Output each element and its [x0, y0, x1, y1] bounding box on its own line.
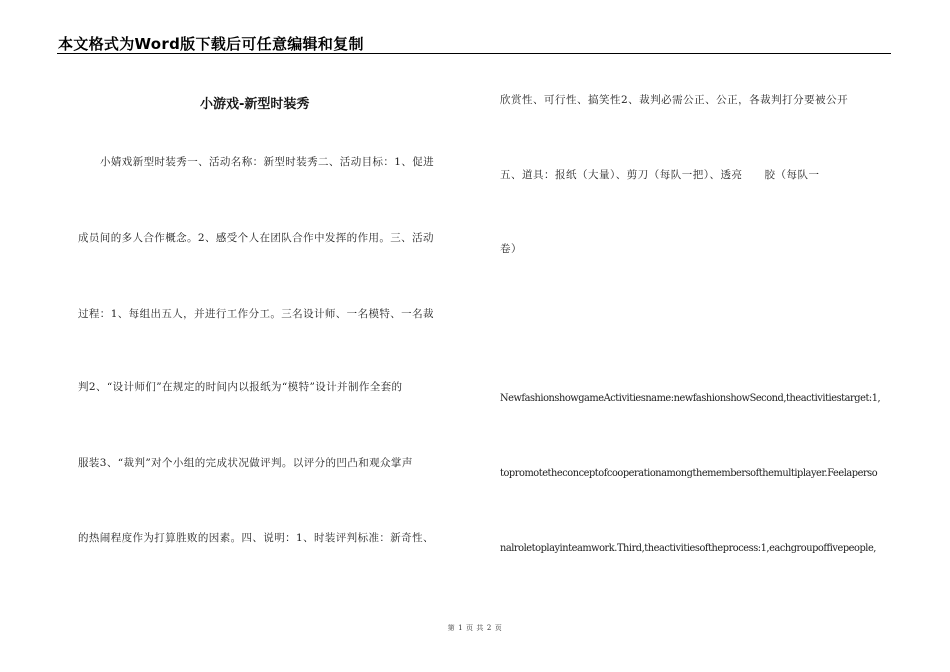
body-line: NewfashionshowgameActivitiesname:newfashionshowSecond,theactivitiestarget:1, — [500, 393, 881, 404]
body-line: 小婧戏新型时装秀一、活动名称：新型时装秀二、活动目标：1、促进 — [100, 156, 435, 168]
body-line: 成员间的多人合作概念。2、感受个人在团队合作中发挥的作用。三、活动 — [78, 232, 434, 244]
body-line: 欣赏性、可行性、搞笑性2、裁判必需公正、公正，各裁判打分要被公开 — [500, 94, 849, 106]
page-number: 第 1 页 共 2 页 — [447, 624, 503, 632]
body-line — [500, 168, 892, 182]
document-banner: 本文格式为Word版下载后可任意编辑和复制 — [58, 35, 364, 53]
body-line: 的热闹程度作为打算胜败的因素。四、说明：1、时装评判标准：新奇性、 — [78, 532, 434, 544]
body-line: nalroletoplayinteamwork.Third,theactivitiesoftheprocess:1,eachgroupoffivepeople, — [500, 543, 876, 554]
body-line-segment: 五、道具：报纸（大量）、剪刀（每队一把）、透亮 — [500, 169, 743, 181]
body-line: 判2、“设计师们”在规定的时间内以报纸为“模特”设计并制作全套的 — [78, 381, 403, 393]
body-line-segment: 胶（每队一 — [764, 169, 820, 181]
document-title: 小游戏-新型时装秀 — [200, 97, 310, 112]
body-line: 过程：1、每组出五人，并进行工作分工。三名设计师、一名模特、一名裁 — [78, 308, 434, 320]
banner-divider — [57, 53, 891, 54]
body-line: topromotetheconceptofcooperationamongthemembersofthemultiplayer.Feelaperso — [500, 468, 878, 479]
body-line: 服装3、“裁判”对个小组的完成状况做评判。以评分的凹凸和观众掌声 — [78, 457, 413, 469]
body-line: 卷） — [500, 243, 522, 255]
